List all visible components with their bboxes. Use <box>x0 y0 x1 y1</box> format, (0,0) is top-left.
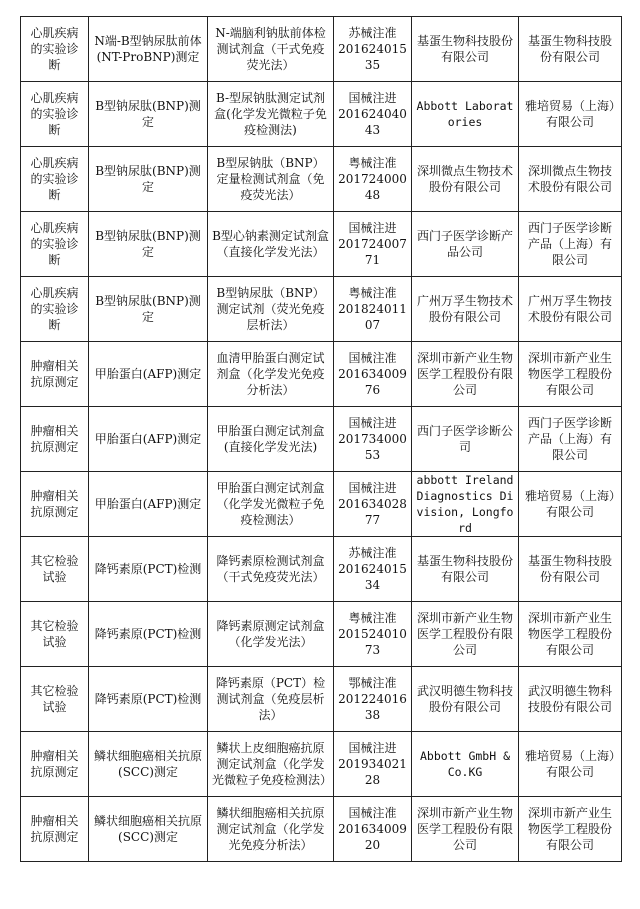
manufacturer-cell <box>412 147 519 212</box>
registration-prefix: 粤械注准 <box>348 156 397 170</box>
manufacturer-text: 深圳市新产业生物医学工程股份有限公司 <box>416 611 513 657</box>
agent-text: 雅培贸易（上海）有限公司 <box>524 99 615 129</box>
category-cell <box>21 537 89 602</box>
agent-cell <box>519 82 622 147</box>
category-text: 肿瘤相关抗原测定 <box>30 489 79 519</box>
test-item-text: 甲胎蛋白(AFP)测定 <box>94 432 202 446</box>
table-row <box>21 602 622 667</box>
registration-table <box>20 16 622 862</box>
category-cell <box>21 407 89 472</box>
category-cell <box>21 147 89 212</box>
category-cell <box>21 732 89 797</box>
category-cell <box>21 472 89 537</box>
registration-number-cell <box>334 797 412 862</box>
table-row <box>21 342 622 407</box>
registration-number-cell <box>334 277 412 342</box>
manufacturer-text: 深圳市新产业生物医学工程股份有限公司 <box>416 351 513 397</box>
category-text: 肿瘤相关抗原测定 <box>30 749 79 779</box>
manufacturer-cell <box>412 342 519 407</box>
product-name-text: N-端脑利钠肽前体检测试剂盒（干式免疫荧光法） <box>215 26 326 72</box>
product-name-text: B型心钠素测定试剂盒（直接化学发光法） <box>212 229 329 259</box>
registration-number-cell <box>334 732 412 797</box>
registration-prefix: 国械注进 <box>348 741 397 755</box>
registration-number: 20172400048 <box>338 172 407 202</box>
agent-text: 基蛋生物科技股份有限公司 <box>527 34 612 64</box>
category-text: 心肌疾病的实验诊断 <box>30 221 79 267</box>
registration-number: 20172400771 <box>338 237 407 267</box>
manufacturer-cell <box>412 732 519 797</box>
category-text: 肿瘤相关抗原测定 <box>30 359 79 389</box>
registration-number: 20162404043 <box>338 107 407 137</box>
agent-text: 基蛋生物科技股份有限公司 <box>527 554 612 584</box>
registration-number: 20163400920 <box>338 822 407 852</box>
product-name-cell <box>208 342 334 407</box>
registration-prefix: 粤械注准 <box>348 611 397 625</box>
test-item-text: 鳞状细胞癌相关抗原(SCC)测定 <box>93 749 202 779</box>
agent-cell <box>519 732 622 797</box>
agent-cell <box>519 342 622 407</box>
agent-text: 深圳市新产业生物医学工程股份有限公司 <box>527 351 612 397</box>
category-cell <box>21 342 89 407</box>
product-name-cell <box>208 407 334 472</box>
manufacturer-text: Abbott Laboratories <box>416 99 514 129</box>
product-name-cell <box>208 17 334 82</box>
category-cell <box>21 212 89 277</box>
test-item-cell <box>89 277 208 342</box>
test-item-text: 降钙素原(PCT)检测 <box>94 692 202 706</box>
category-cell <box>21 797 89 862</box>
product-name-cell <box>208 82 334 147</box>
agent-cell <box>519 472 622 537</box>
test-item-cell <box>89 407 208 472</box>
category-text: 肿瘤相关抗原测定 <box>30 814 79 844</box>
registration-number: 20152401073 <box>338 627 407 657</box>
registration-number-cell <box>334 537 412 602</box>
test-item-cell <box>89 797 208 862</box>
product-name-cell <box>208 537 334 602</box>
agent-text: 深圳市新产业生物医学工程股份有限公司 <box>527 806 612 852</box>
registration-number-cell <box>334 82 412 147</box>
product-name-text: 甲胎蛋白测定试剂盒（化学发光微粒子免疫检测法） <box>216 481 325 527</box>
manufacturer-text: 武汉明德生物科技股份有限公司 <box>416 684 513 714</box>
registration-prefix: 国械注准 <box>348 351 397 365</box>
test-item-cell <box>89 537 208 602</box>
manufacturer-cell <box>412 537 519 602</box>
registration-number-cell <box>334 212 412 277</box>
manufacturer-text: 广州万孚生物技术股份有限公司 <box>416 294 513 324</box>
product-name-cell <box>208 797 334 862</box>
agent-cell <box>519 212 622 277</box>
manufacturer-text: Abbott GmbH & Co.KG <box>419 749 510 779</box>
registration-number-cell <box>334 407 412 472</box>
registration-prefix: 国械注准 <box>348 806 397 820</box>
manufacturer-text: abbott Ireland Diagnostics Division, Longford <box>416 473 514 535</box>
manufacturer-text: 深圳微点生物技术股份有限公司 <box>416 164 513 194</box>
table-row <box>21 472 622 537</box>
registration-number: 20163402877 <box>338 497 407 527</box>
agent-cell <box>519 277 622 342</box>
agent-text: 深圳微点生物技术股份有限公司 <box>527 164 612 194</box>
table-row <box>21 407 622 472</box>
registration-number: 20122401638 <box>338 692 407 722</box>
registration-number: 20162401535 <box>338 42 407 72</box>
test-item-text: 甲胎蛋白(AFP)测定 <box>94 497 202 511</box>
product-name-text: 鳞状上皮细胞癌抗原测定试剂盒（化学发光微粒子免疫检测法） <box>212 741 333 787</box>
product-name-text: 血清甲胎蛋白测定试剂盒（化学发光免疫分析法） <box>216 351 325 397</box>
product-name-text: 降钙素原测定试剂盒（化学发光法） <box>216 619 325 649</box>
registration-prefix: 国械注进 <box>348 416 397 430</box>
registration-prefix: 苏械注准 <box>348 546 397 560</box>
test-item-text: N端-B型钠尿肽前体(NT-ProBNP)测定 <box>94 34 202 64</box>
agent-text: 雅培贸易（上海）有限公司 <box>524 489 615 519</box>
product-name-cell <box>208 472 334 537</box>
test-item-cell <box>89 147 208 212</box>
manufacturer-cell <box>412 277 519 342</box>
category-text: 心肌疾病的实验诊断 <box>30 26 79 72</box>
category-text: 心肌疾病的实验诊断 <box>30 91 79 137</box>
test-item-text: 甲胎蛋白(AFP)测定 <box>94 367 202 381</box>
category-text: 其它检验试验 <box>30 554 79 584</box>
product-name-text: B型尿钠肽（BNP）定量检测试剂盒（免疫荧光法） <box>216 156 325 202</box>
manufacturer-text: 基蛋生物科技股份有限公司 <box>416 34 513 64</box>
registration-prefix: 鄂械注准 <box>348 676 397 690</box>
agent-text: 西门子医学诊断产品（上海）有限公司 <box>527 416 612 462</box>
category-cell <box>21 17 89 82</box>
table-row <box>21 667 622 732</box>
registration-number-cell <box>334 472 412 537</box>
registration-prefix: 国械注进 <box>348 481 397 495</box>
category-text: 其它检验试验 <box>30 684 79 714</box>
test-item-text: 降钙素原(PCT)检测 <box>94 562 202 576</box>
test-item-text: B型钠尿肽(BNP)测定 <box>95 229 201 259</box>
registration-number-cell <box>334 342 412 407</box>
category-cell <box>21 602 89 667</box>
agent-text: 武汉明德生物科技股份有限公司 <box>527 684 612 714</box>
registration-number: 20163400976 <box>338 367 407 397</box>
product-name-cell <box>208 602 334 667</box>
agent-cell <box>519 602 622 667</box>
manufacturer-cell <box>412 212 519 277</box>
manufacturer-cell <box>412 472 519 537</box>
category-cell <box>21 667 89 732</box>
agent-cell <box>519 17 622 82</box>
registration-prefix: 国械注进 <box>348 221 397 235</box>
table-row <box>21 797 622 862</box>
manufacturer-cell <box>412 667 519 732</box>
registration-number: 20193402128 <box>338 757 407 787</box>
registration-prefix: 苏械注准 <box>348 26 397 40</box>
test-item-text: 鳞状细胞癌相关抗原(SCC)测定 <box>93 814 202 844</box>
product-name-text: 甲胎蛋白测定试剂盒(直接化学发光法) <box>216 424 325 454</box>
manufacturer-cell <box>412 17 519 82</box>
category-cell <box>21 277 89 342</box>
agent-cell <box>519 407 622 472</box>
registration-number: 20173400053 <box>338 432 407 462</box>
manufacturer-cell <box>412 82 519 147</box>
test-item-cell <box>89 732 208 797</box>
agent-text: 西门子医学诊断产品（上海）有限公司 <box>527 221 612 267</box>
test-item-text: 降钙素原(PCT)检测 <box>94 627 202 641</box>
agent-cell <box>519 667 622 732</box>
product-name-cell <box>208 732 334 797</box>
registration-number: 20182401107 <box>338 302 407 332</box>
product-name-text: 降钙素原检测试剂盒（干式免疫荧光法） <box>216 554 325 584</box>
product-name-text: 鳞状细胞癌相关抗原测定试剂盒（化学发光免疫分析法） <box>216 806 325 852</box>
category-text: 心肌疾病的实验诊断 <box>30 156 79 202</box>
product-name-text: 降钙素原（PCT）检测试剂盒（免疫层析法） <box>215 676 326 722</box>
table-row <box>21 17 622 82</box>
category-cell <box>21 82 89 147</box>
agent-text: 深圳市新产业生物医学工程股份有限公司 <box>527 611 612 657</box>
test-item-text: B型钠尿肽(BNP)测定 <box>95 164 201 194</box>
category-text: 其它检验试验 <box>30 619 79 649</box>
registration-number-cell <box>334 17 412 82</box>
test-item-cell <box>89 472 208 537</box>
product-name-cell <box>208 147 334 212</box>
agent-cell <box>519 147 622 212</box>
agent-cell <box>519 537 622 602</box>
category-text: 心肌疾病的实验诊断 <box>30 286 79 332</box>
product-name-text: B型钠尿肽（BNP）测定试剂（荧光免疫层析法） <box>216 286 325 332</box>
test-item-cell <box>89 342 208 407</box>
table-row <box>21 732 622 797</box>
test-item-cell <box>89 212 208 277</box>
table-body <box>21 17 622 862</box>
registration-prefix: 粤械注准 <box>348 286 397 300</box>
agent-text: 广州万孚生物技术股份有限公司 <box>527 294 612 324</box>
manufacturer-text: 西门子医学诊断产品公司 <box>416 229 513 259</box>
test-item-text: B型钠尿肽(BNP)测定 <box>95 294 201 324</box>
table-row <box>21 537 622 602</box>
product-name-cell <box>208 667 334 732</box>
product-name-cell <box>208 212 334 277</box>
manufacturer-text: 深圳市新产业生物医学工程股份有限公司 <box>416 806 513 852</box>
table-row <box>21 212 622 277</box>
agent-text: 雅培贸易（上海）有限公司 <box>524 749 615 779</box>
table-row <box>21 82 622 147</box>
test-item-cell <box>89 667 208 732</box>
registration-number-cell <box>334 147 412 212</box>
manufacturer-text: 基蛋生物科技股份有限公司 <box>416 554 513 584</box>
agent-cell <box>519 797 622 862</box>
test-item-cell <box>89 17 208 82</box>
manufacturer-text: 西门子医学诊断公司 <box>416 424 513 454</box>
manufacturer-cell <box>412 407 519 472</box>
table-row <box>21 277 622 342</box>
product-name-cell <box>208 277 334 342</box>
category-text: 肿瘤相关抗原测定 <box>30 424 79 454</box>
test-item-cell <box>89 602 208 667</box>
manufacturer-cell <box>412 797 519 862</box>
registration-number: 20162401534 <box>338 562 407 592</box>
registration-number-cell <box>334 602 412 667</box>
product-name-text: B-型尿钠肽测定试剂盒(化学发光微粒子免疫检测法) <box>214 91 327 137</box>
manufacturer-cell <box>412 602 519 667</box>
registration-prefix: 国械注进 <box>348 91 397 105</box>
registration-number-cell <box>334 667 412 732</box>
test-item-text: B型钠尿肽(BNP)测定 <box>95 99 201 129</box>
test-item-cell <box>89 82 208 147</box>
table-row <box>21 147 622 212</box>
